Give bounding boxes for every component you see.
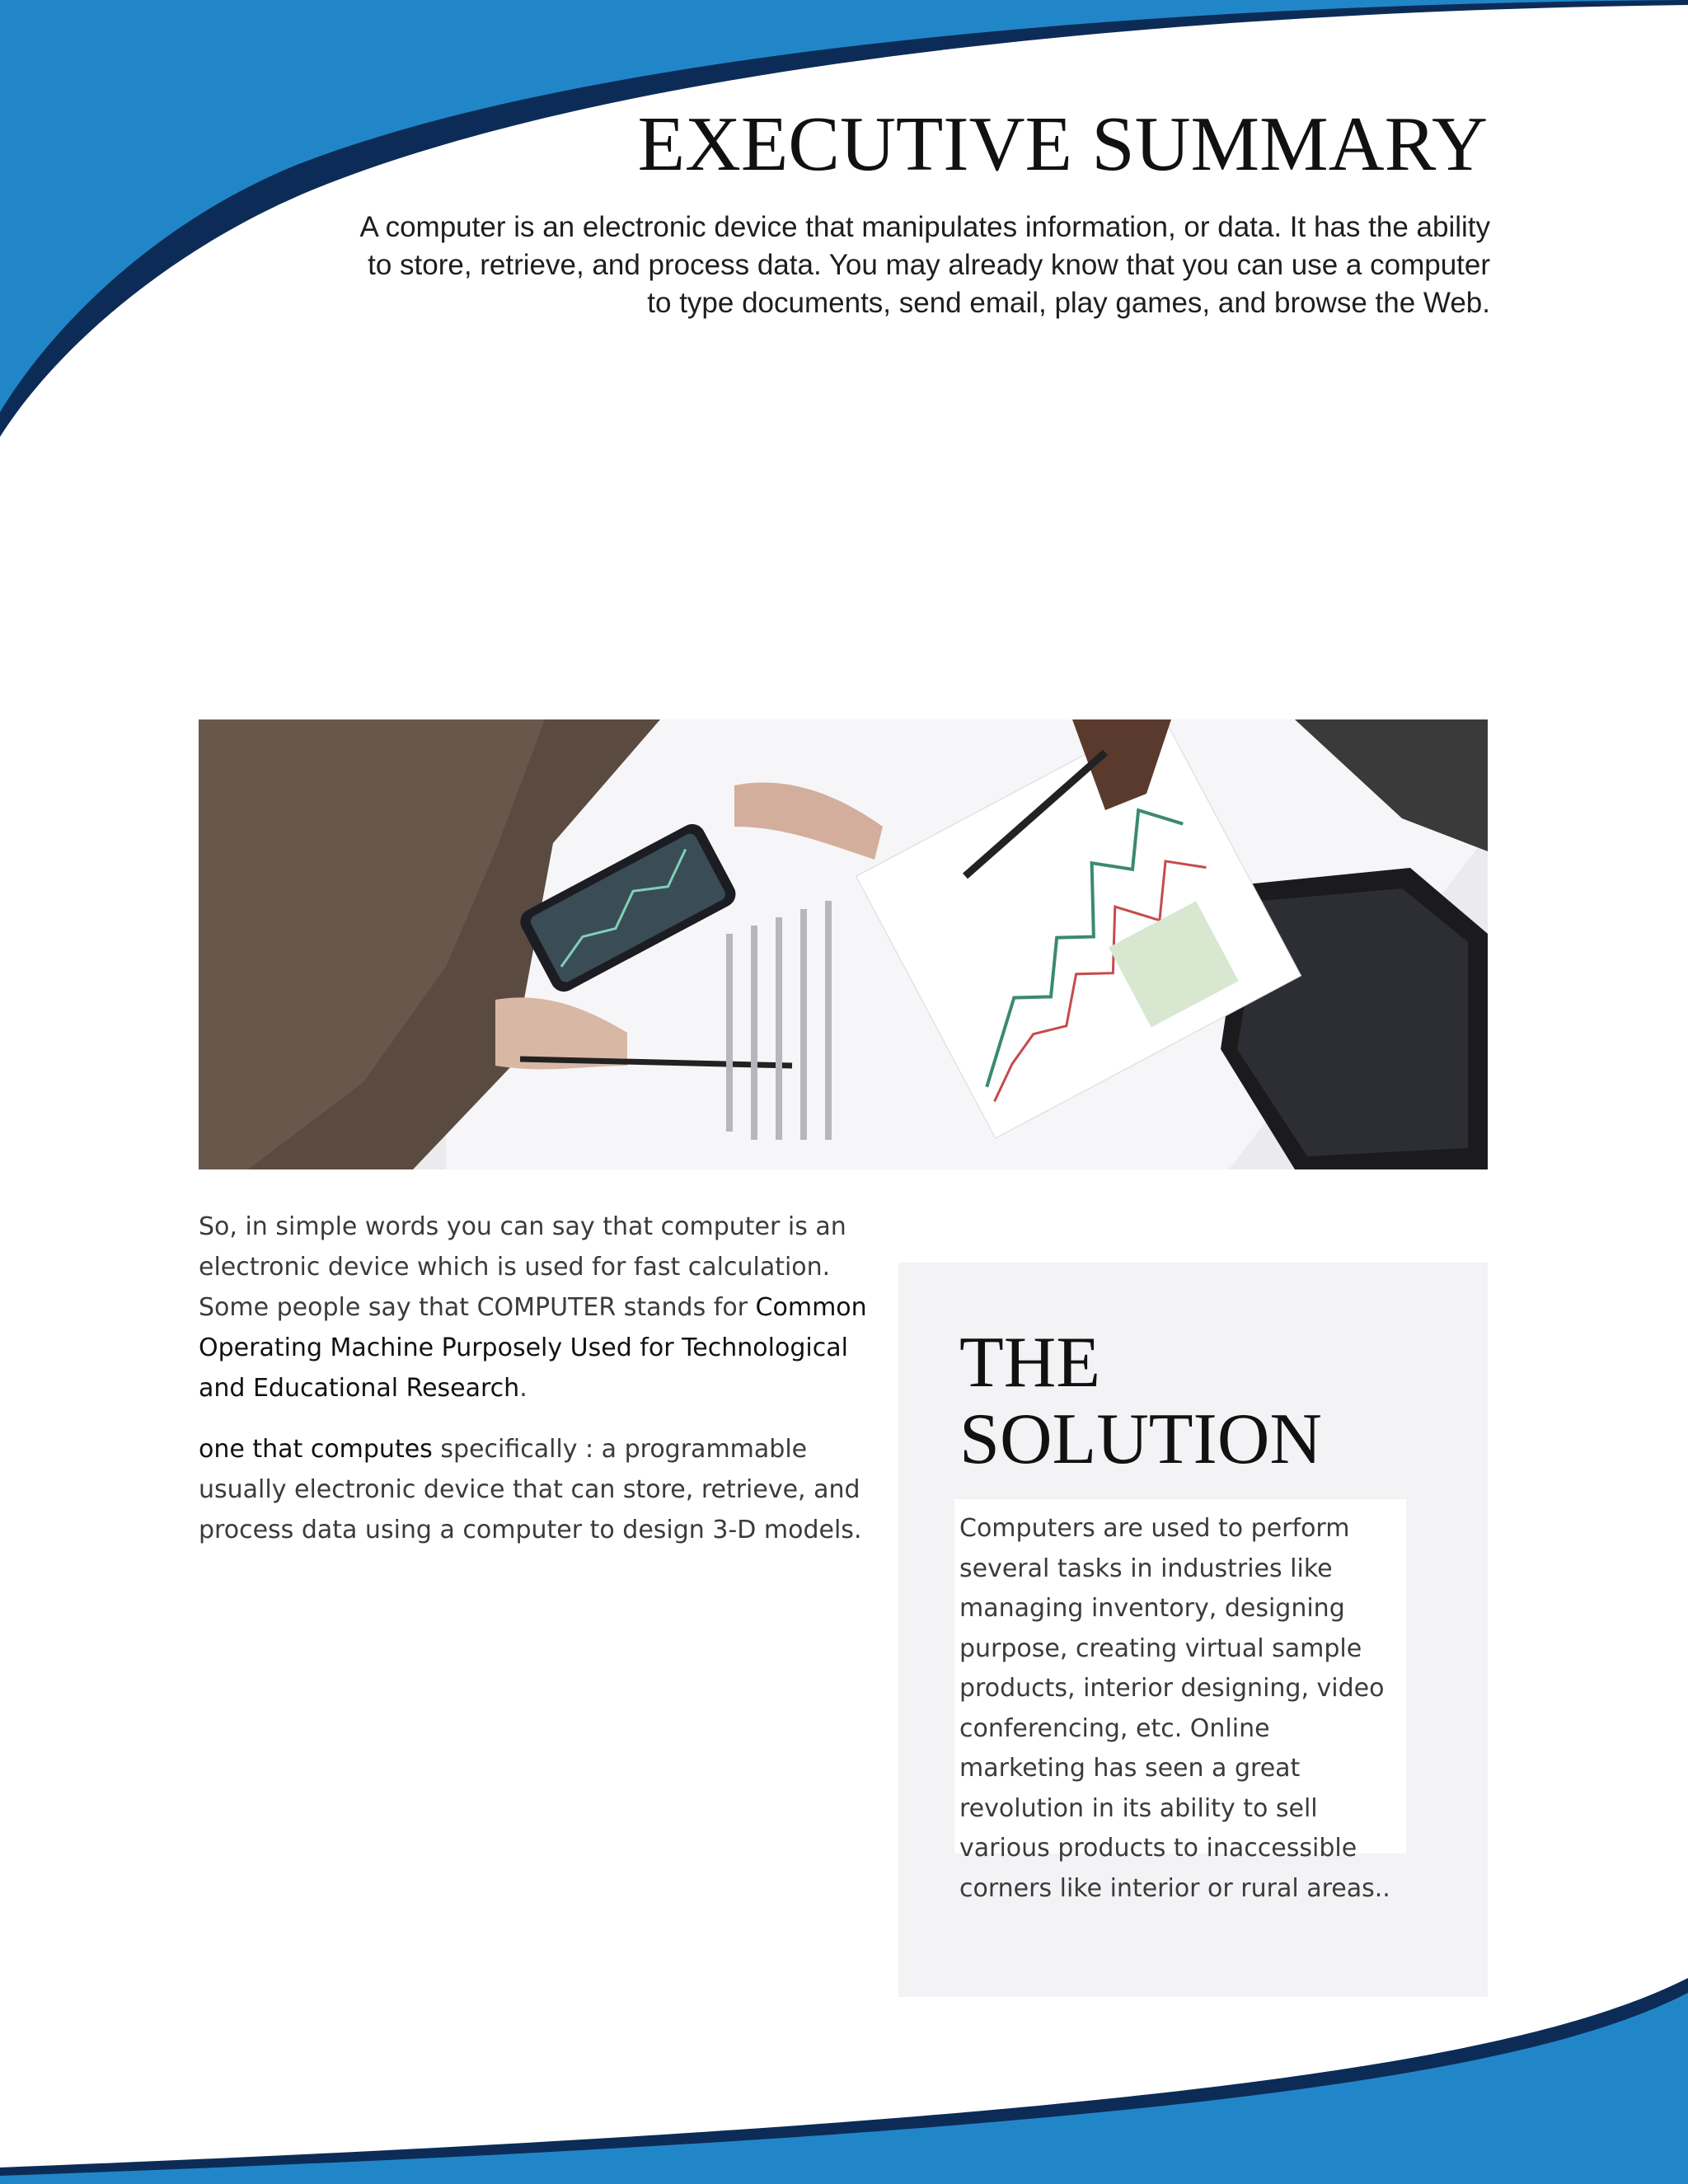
solution-panel	[898, 1263, 1488, 1997]
intro-paragraph: A computer is an electronic device that manipulates information, or data. It has the ability to store, retrieve, and process data. You may already know that you can use a computer to type documents, send email, play games, and browse the Web.	[359, 211, 1490, 319]
solution-title-line-1: THE	[959, 1323, 1101, 1403]
body-paragraph-1-text: So, in simple words you can say that computer is an electronic device which is used for fast calculation. Some people say that COMPUTER stands for	[199, 1212, 846, 1322]
body-paragraph-1	[199, 1207, 874, 1408]
body-text-column	[199, 1207, 874, 1550]
definition-term: one that computes	[199, 1435, 433, 1464]
body-paragraph-2	[199, 1429, 874, 1550]
body-paragraph-2-text: specifically : a programmable usually electronic device that can store, retrieve, and process data using a computer to design 3-D models.	[199, 1435, 862, 1544]
solution-text: Computers are used to perform several tasks in industries like managing inventory, designing purpose, creating virtual sample products, interior designing, video conferencing, etc. Online marketing has seen a great revolution in its ability to sell various products to inaccessible corners like interior or rural areas..	[954, 1499, 1406, 1854]
solution-title	[959, 1324, 1322, 1478]
computer-acronym-expansion: Common Operating Machine Purposely Used for Technological and Educational Research	[199, 1293, 867, 1403]
business-photo	[199, 719, 1488, 1169]
body-paragraph-1-end: .	[519, 1374, 528, 1403]
solution-title-line-2: SOLUTION	[959, 1399, 1322, 1479]
page-title: EXECUTIVE SUMMARY	[637, 101, 1488, 187]
